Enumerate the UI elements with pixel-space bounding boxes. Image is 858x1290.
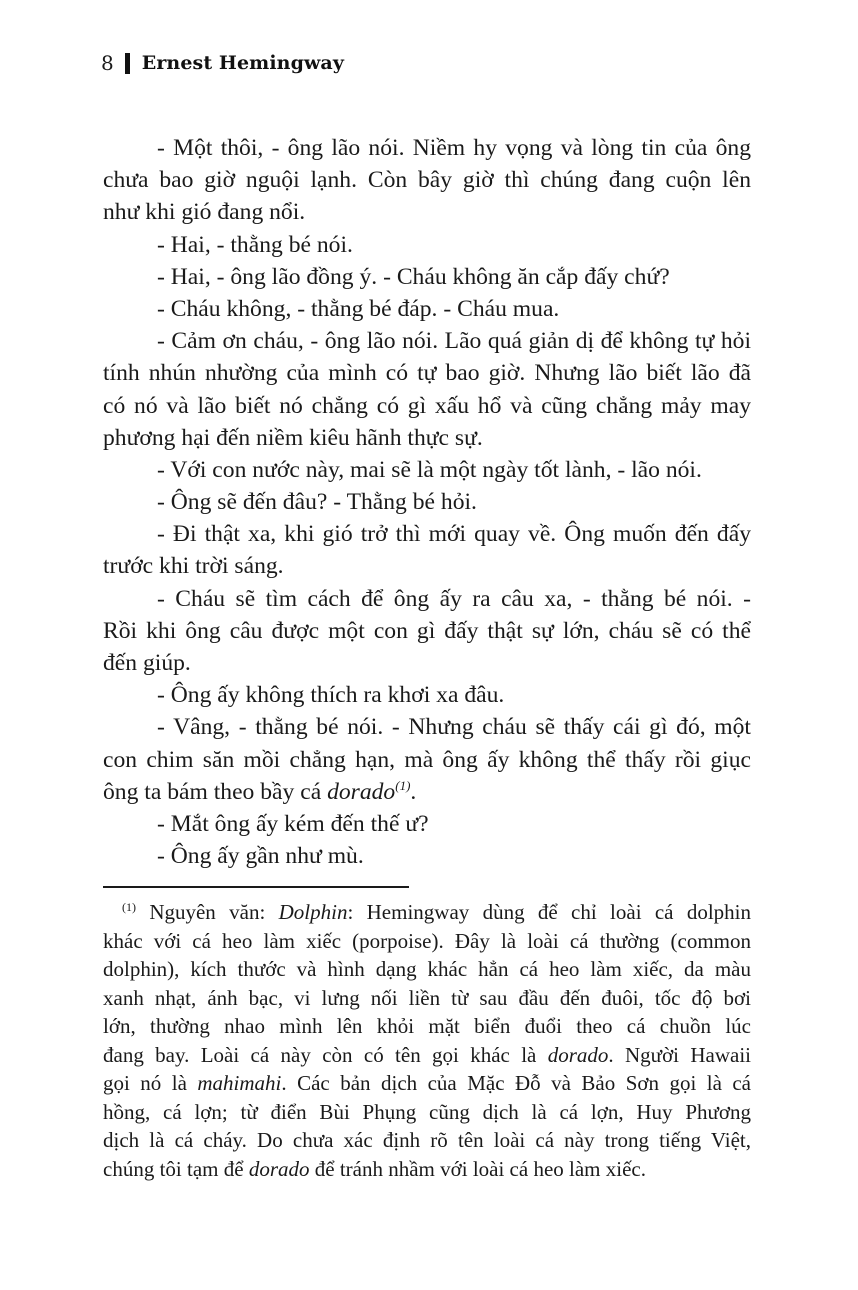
footnote-line [103, 1041, 751, 1070]
page-number: 8 [101, 51, 114, 75]
footnote-line: hồng, cá lợn; từ điển Bùi Phụng cũng dịch là cá lợn, Huy Phương [103, 1099, 751, 1124]
text-line: trước khi trời sáng. [103, 553, 284, 580]
text-line: - Cháu không, - thằng bé đáp. - Cháu mua. [157, 295, 560, 322]
text-line: chưa bao giờ nguội lạnh. Còn bây giờ thì chúng đang cuộn lên [103, 167, 751, 194]
text-fragment: . Các bản dịch của Mặc Đỗ và Bảo Sơn gọi là cá [281, 1071, 751, 1095]
text-fragment: ông ta bám theo bầy cá [103, 778, 328, 805]
text-line: - Vâng, - thằng bé nói. - Nhưng cháu sẽ thấy cái gì đó, một [157, 714, 751, 741]
footnote-line [103, 1069, 751, 1098]
footnote-reference[interactable]: (1) [395, 777, 411, 793]
text-line: - Hai, - ông lão đồng ý. - Cháu không ăn cắp đấy chứ? [157, 263, 670, 290]
mahimahi-term: mahimahi [197, 1071, 282, 1095]
dorado-term: dorado [547, 1042, 609, 1067]
footnote-separator [103, 886, 409, 888]
body-text [103, 132, 751, 872]
text-line: phương hại đến niềm kiêu hãnh thực sự. [103, 424, 483, 451]
dorado-term: dorado [327, 778, 396, 805]
text-fragment: Nguyên văn: [136, 900, 279, 924]
text-fragment: : Hemingway dùng để chỉ loài cá dolphin [347, 900, 751, 924]
text-line: - Hai, - thằng bé nói. [157, 231, 353, 258]
footnote-line [103, 1155, 751, 1184]
text-line: tính nhún nhường của mình có tự bao giờ. Nhưng lão biết lão đã [103, 360, 751, 387]
text-line: - Một thôi, - ông lão nói. Niềm hy vọng và lòng tin của ông [157, 135, 751, 161]
text-line: Rồi khi ông câu được một con gì đấy thật sự lớn, cháu sẽ có thể [103, 617, 751, 644]
text-line: - Cảm ơn cháu, - ông lão nói. Lão quá giản dị để không tự hỏi [157, 328, 751, 355]
book-author-title: Ernest Hemingway [141, 52, 344, 74]
text-fragment: . Người Hawaii [608, 1042, 751, 1067]
text-line: có nó và lão biết nó chẳng có gì xấu hổ và cũng chẳng mảy may [103, 392, 751, 419]
footnote-line: khác với cá heo làm xiếc (porpoise). Đây là loài cá thường (common [103, 928, 751, 953]
text-line: - Ông sẽ đến đâu? - Thằng bé hỏi. [157, 489, 477, 516]
text-fragment: . [410, 778, 417, 805]
text-line: - Đi thật xa, khi gió trở thì mới quay về. Ông muốn đến đấy [157, 521, 751, 548]
text-line: như khi gió đang nổi. [103, 199, 306, 226]
dolphin-term: Dolphin [278, 900, 348, 924]
text-line: - Ông ấy không thích ra khơi xa đâu. [157, 682, 505, 709]
header-divider-bar [125, 53, 130, 74]
running-header [101, 50, 344, 76]
text-line: đến giúp. [103, 650, 191, 676]
footnote-line: dịch là cá cháy. Do chưa xác định rõ tên loài cá này trong tiếng Việt, [103, 1128, 751, 1152]
text-line: - Ông ấy gần như mù. [157, 843, 364, 870]
footnote-line: xanh nhạt, ánh bạc, vi lưng nối liền từ sau đầu đến đuôi, tốc độ bơi [103, 985, 751, 1010]
footnote-line: lớn, thường nhao mình lên khỏi mặt biển đuổi theo cá chuồn lúc [103, 1014, 751, 1038]
text-fragment: để tránh nhầm với loài cá heo làm xiếc. [309, 1156, 646, 1181]
footnote-line: dolphin), kích thước và hình dạng khác hẳn cá heo làm xiếc, da màu [103, 957, 751, 981]
text-line: - Với con nước này, mai sẽ là một ngày tốt lành, - lão nói. [157, 456, 702, 483]
text-fragment: chúng tôi tạm để [103, 1156, 249, 1181]
text-fragment: đang bay. Loài cá này còn có tên gọi khác là [103, 1042, 548, 1067]
text-fragment: gọi nó là [103, 1071, 198, 1095]
text-line: con chim săn mồi chẳng hạn, mà ông ấy không thể thấy rồi giục [103, 746, 751, 773]
text-line: - Cháu sẽ tìm cách để ông ấy ra câu xa, - thằng bé nói. - [157, 585, 751, 612]
footnote-marker: (1) [122, 900, 136, 914]
footnote-line [103, 898, 751, 927]
footnote [103, 898, 751, 1183]
text-line [103, 776, 751, 808]
text-line: - Mắt ông ấy kém đến thế ư? [157, 810, 429, 837]
dorado-term: dorado [248, 1156, 310, 1181]
